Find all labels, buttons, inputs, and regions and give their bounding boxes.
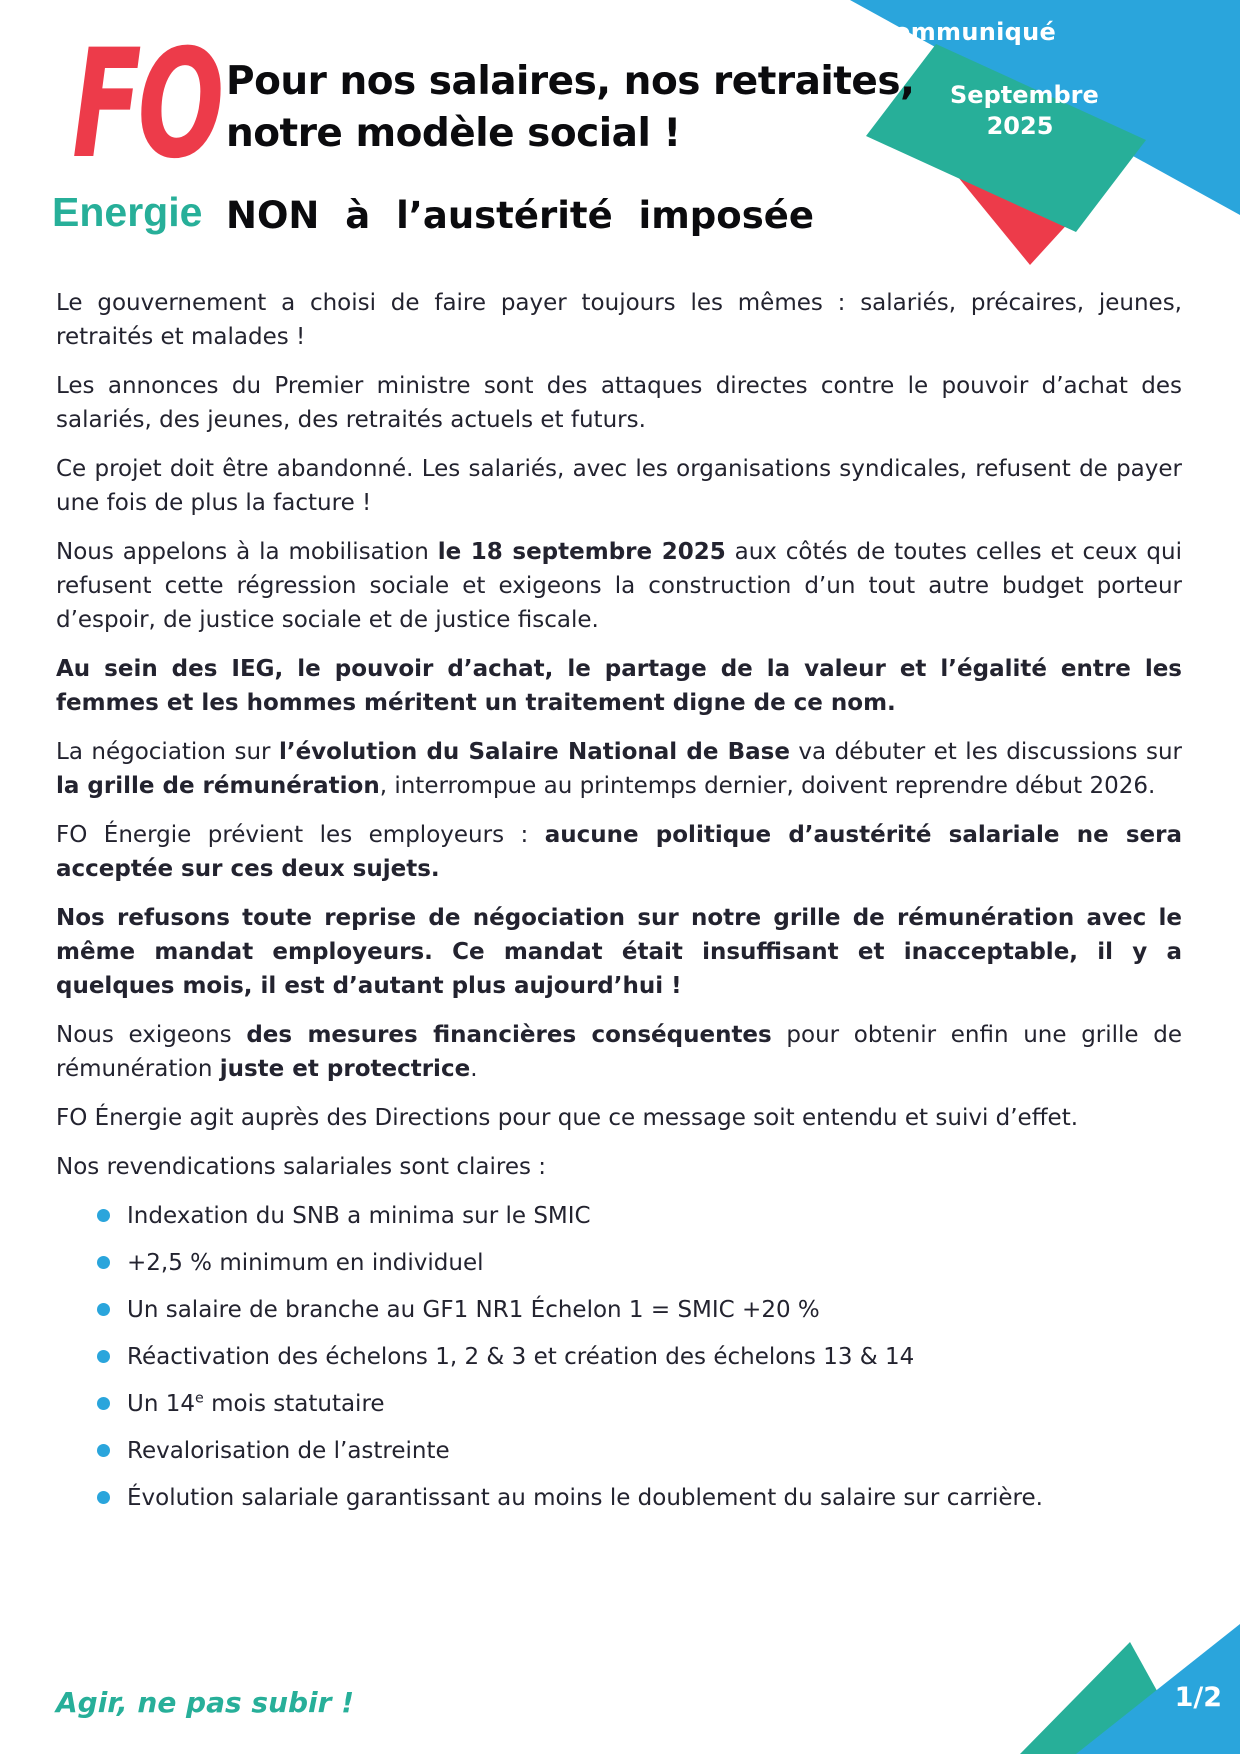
- date-year: 2025: [986, 112, 1054, 140]
- superscript: e: [195, 1390, 204, 1407]
- text-segment: Un salaire de branche au GF1 NR1 Échelon 1 = SMIC +20 %: [127, 1297, 820, 1323]
- text-segment: FO Énergie agit auprès des Directions pour que ce message soit entendu et suivi d’effet.: [56, 1105, 1079, 1131]
- paragraph: [56, 1018, 1182, 1086]
- text-segment: le 18 septembre 2025: [437, 539, 726, 565]
- headline-line2: notre modèle social !: [226, 111, 681, 156]
- text-segment: mois statutaire: [203, 1391, 385, 1417]
- text-segment: va débuter et les discussions sur: [789, 739, 1182, 765]
- paragraph: [56, 901, 1182, 1003]
- text-segment: Ce projet doit être abandonné. Les salariés, avec les organisations syndicales, refusent de payer une fois de plus la facture !: [56, 456, 1182, 516]
- text-segment: Le gouvernement a choisi de faire payer toujours les mêmes : salariés, précaires, jeunes, retraités et malades !: [56, 290, 1182, 350]
- text-segment: Au sein des IEG, le pouvoir d’achat, le partage de la valeur et l’égalité entre les femmes et les hommes méritent un traitement digne de ce nom.: [56, 656, 1182, 716]
- paragraph: [56, 1101, 1182, 1135]
- paragraph: [56, 1150, 1182, 1184]
- energie-logo-text: Energie: [52, 189, 203, 235]
- bullet-list: [56, 1199, 1182, 1515]
- paragraph: [56, 286, 1182, 354]
- bullet-item: [56, 1199, 1182, 1233]
- headline: [226, 56, 914, 160]
- headline-line1: Pour nos salaires, nos retraites,: [226, 59, 915, 104]
- text-segment: , interrompue au printemps dernier, doivent reprendre début 2026.: [379, 773, 1156, 799]
- body-content: [56, 286, 1182, 1528]
- bullet-item: [56, 1387, 1182, 1421]
- text-segment: Les annonces du Premier ministre sont des attaques directes contre le pouvoir d’achat des salariés, des jeunes, des retraités actuels et futurs.: [56, 373, 1182, 433]
- paragraph: [56, 535, 1182, 637]
- paragraph: [56, 452, 1182, 520]
- text-segment: aucune politique d’austérité salariale ne sera acceptée sur ces deux sujets.: [56, 822, 1182, 882]
- bullet-item: [56, 1481, 1182, 1515]
- bullet-text: [127, 1434, 450, 1468]
- fo-logo: FO: [72, 18, 221, 192]
- bullet-icon: [97, 1303, 110, 1316]
- subheadline: NON à l’austérité imposée: [226, 194, 814, 237]
- text-segment: Réactivation des échelons 1, 2 & 3 et création des échelons 13 & 14: [127, 1344, 915, 1370]
- bullet-icon: [97, 1209, 110, 1222]
- bullet-item: [56, 1434, 1182, 1468]
- bullet-text: [127, 1481, 1043, 1515]
- bullet-item: [56, 1340, 1182, 1374]
- text-segment: Nos revendications salariales sont claires :: [56, 1154, 547, 1180]
- bullet-text: [127, 1199, 591, 1233]
- text-segment: pour obtenir enfin une grille de rémunération: [56, 1022, 1182, 1082]
- paragraph: [56, 652, 1182, 720]
- text-segment: Nous exigeons: [56, 1022, 247, 1048]
- text-segment: FO Énergie prévient les employeurs :: [56, 822, 545, 848]
- bullet-text: [127, 1340, 914, 1374]
- date-month: Septembre: [950, 81, 1099, 109]
- date-badge: [950, 80, 1099, 142]
- bullet-item: [56, 1293, 1182, 1327]
- text-segment: Nos refusons toute reprise de négociation sur notre grille de rémunération avec le même mandat employeurs. Ce mandat était insuffisant et inacceptable, il y a quelques mois, il est d’autant plus aujourd’hui !: [56, 905, 1182, 999]
- bullet-text: [127, 1293, 820, 1327]
- text-segment: la grille de rémunération: [56, 773, 380, 799]
- text-segment: +2,5 % minimum en individuel: [127, 1250, 484, 1276]
- bullet-icon: [97, 1444, 110, 1457]
- text-segment: Un 14: [127, 1391, 195, 1417]
- bullet-text: [127, 1387, 385, 1421]
- text-segment: Évolution salariale garantissant au moins le doublement du salaire sur carrière.: [127, 1485, 1043, 1511]
- text-segment: des mesures financières conséquentes: [246, 1022, 772, 1048]
- communique-badge: Communiqué: [876, 18, 1057, 46]
- bullet-icon: [97, 1397, 110, 1410]
- text-segment: juste et protectrice: [219, 1056, 471, 1082]
- bullet-icon: [97, 1256, 110, 1269]
- bullet-icon: [97, 1491, 110, 1504]
- corner-ribbons-bottom: [980, 1594, 1240, 1754]
- text-segment: La négociation sur: [56, 739, 279, 765]
- bullet-text: [127, 1246, 484, 1280]
- bullet-icon: [97, 1350, 110, 1363]
- text-segment: Nous appelons à la mobilisation: [56, 539, 438, 565]
- text-segment: Indexation du SNB a minima sur le SMIC: [127, 1203, 591, 1229]
- paragraph: [56, 369, 1182, 437]
- page-number: 1/2: [1174, 1682, 1222, 1713]
- paragraph: [56, 818, 1182, 886]
- text-segment: l’évolution du Salaire National de Base: [278, 739, 790, 765]
- text-segment: aux côtés de toutes celles et ceux qui refusent cette régression sociale et exigeons la construction d’un tout autre budget porteur d’espoir, de justice sociale et de justice fiscale.: [56, 539, 1182, 633]
- text-segment: .: [470, 1056, 478, 1082]
- bullet-item: [56, 1246, 1182, 1280]
- footer-slogan: Agir, ne pas subir !: [56, 1686, 354, 1719]
- paragraphs: [56, 286, 1182, 1184]
- paragraph: [56, 735, 1182, 803]
- text-segment: Revalorisation de l’astreinte: [127, 1438, 450, 1464]
